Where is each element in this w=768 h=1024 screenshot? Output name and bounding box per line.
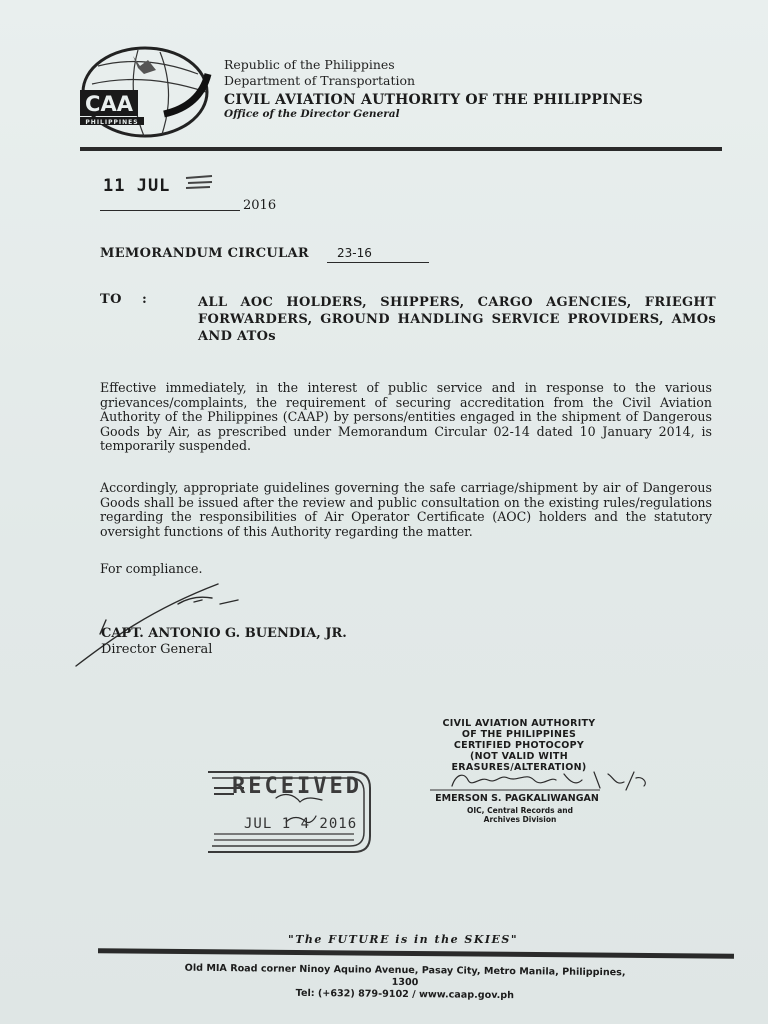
body-paragraph-2: Accordingly, appropriate guidelines governing the safe carriage/shipment by air of Dangerous Goods shall be issued after the review and public consultation on the existing rules/regulations regarding the responsibilities of Air Operator Certificate (AOC) holders and the statutory oversight functions of this Authority regarding the matter. <box>100 480 712 539</box>
certifier-signature <box>430 766 662 796</box>
header-rule <box>80 147 722 151</box>
certified-photocopy-stamp <box>408 718 630 773</box>
received-stamp-word: RECEIVED <box>232 774 362 799</box>
caap-logo <box>78 44 212 140</box>
footer-motto: "The FUTURE is in the SKIES" <box>288 933 519 946</box>
body-closing: For compliance. <box>100 561 203 576</box>
received-stamp-date: JUL 1 4 2016 <box>244 816 358 832</box>
certifier-role <box>440 806 600 824</box>
footer-rule <box>98 948 734 959</box>
cert-line-2: OF THE PHILIPPINES <box>461 729 577 740</box>
cert-line-1: CIVIL AVIATION AUTHORITY <box>442 718 596 729</box>
certifier-role-line-1: OIC, Central Records and <box>467 806 573 815</box>
body-paragraph-1: Effective immediately, in the interest of public service and in response to the various grievances/complaints, the requirement of securing accreditation from the Civil Aviation Authority of the Philippines (CAAP) by persons/entities engaged in the shipment of Dangerous Goods by Air, as prescribed under Memorandum Circular 02-14 dated 10 January 2014, is temporarily suspended. <box>100 380 712 453</box>
certifier-role-line-2: Archives Division <box>483 815 557 824</box>
date-underline <box>100 210 240 211</box>
to-recipients: ALL AOC HOLDERS, SHIPPERS, CARGO AGENCIES, FRIEGHT FORWARDERS, GROUND HANDLING SERVICE PROVIDERS, AMOs AND ATOs <box>198 295 716 344</box>
to-label: TO <box>100 292 122 307</box>
date-year: 2016 <box>243 198 277 213</box>
to-colon: : <box>142 292 147 307</box>
signatory-title: Director General <box>101 642 213 657</box>
footer-address <box>170 963 640 1004</box>
memo-number-underline <box>327 262 429 263</box>
cert-line-3: CERTIFIED PHOTOCOPY <box>453 740 585 751</box>
date-stamp-marks <box>184 172 214 194</box>
footer-address-line: Old MIA Road corner Ninoy Aquino Avenue, Pasay City, Metro Manila, Philippines, 1300 <box>184 962 626 989</box>
date-stamp: 11 JUL <box>103 176 171 196</box>
footer-contact-line: Tel: (+632) 879-9102 / www.caap.gov.ph <box>295 987 515 1002</box>
cert-line-4: (NOT VALID WITH ERASURES/ALTERATION) <box>451 751 587 773</box>
memo-circular-number: 23-16 <box>337 246 372 260</box>
memo-circular-label: MEMORANDUM CIRCULAR <box>100 246 309 261</box>
header-office: Office of the Director General <box>224 108 400 120</box>
header-republic: Republic of the Philippines <box>224 57 395 72</box>
signatory-name: CAPT. ANTONIO G. BUENDIA, JR. <box>101 626 347 641</box>
header-department: Department of Transportation <box>224 73 416 88</box>
logo-text: CAA <box>85 92 133 116</box>
header-agency: CIVIL AVIATION AUTHORITY OF THE PHILIPPINES <box>224 92 644 108</box>
certifier-name: EMERSON S. PAGKALIWANGAN <box>435 793 599 804</box>
logo-country: PHILIPPINES <box>85 119 139 126</box>
